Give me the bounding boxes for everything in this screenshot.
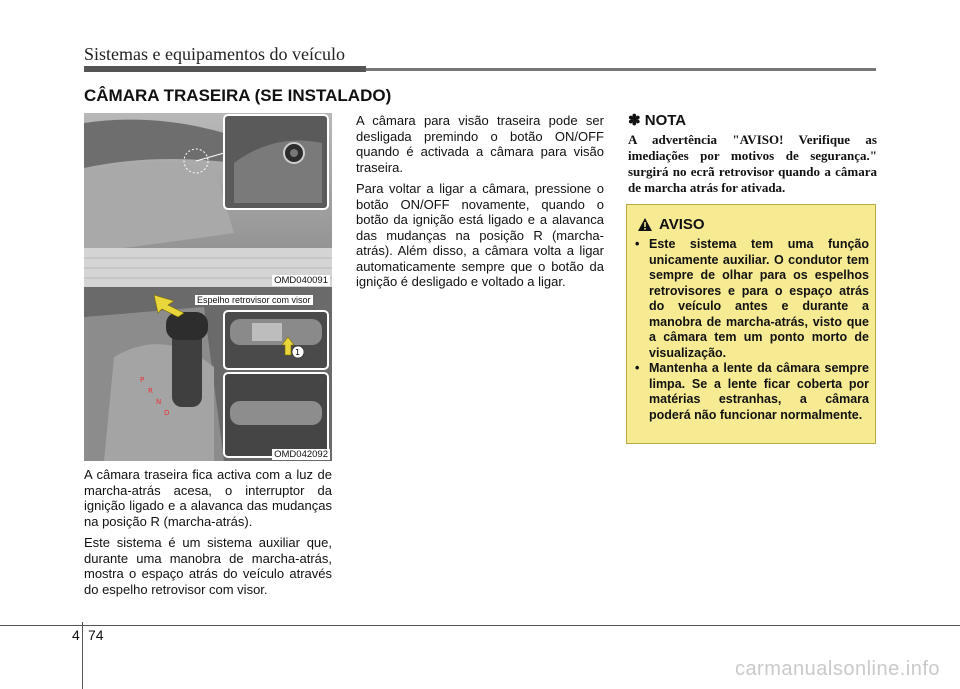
page-number: 74 <box>88 627 104 643</box>
rear-camera-illustration <box>84 113 332 287</box>
mirror-callout: Espelho retrovisor com visor <box>197 295 311 305</box>
gear-mirror-photo <box>84 287 332 461</box>
warning-icon <box>637 217 653 232</box>
col2-paragraph-1: A câmara para visão traseira pode ser desligada premindo o botão ON/OFF quando é activada a câmara para visão traseira. <box>356 113 604 175</box>
section-title: CÂMARA TRASEIRA (SE INSTALADO) <box>84 86 392 105</box>
warning-box <box>626 204 876 444</box>
header-rule-accent <box>84 66 366 72</box>
nota-heading <box>628 111 686 129</box>
warning-list <box>635 237 869 423</box>
footer-rule <box>0 625 960 626</box>
svg-text:R: R <box>148 387 153 395</box>
nota-text: A advertência "AVISO! Verifique as imediações por motivos de segurança." surgirá no ecrã retrovisor quando a câmara de marcha atrás for ativada. <box>628 132 877 195</box>
warning-item: • Mantenha a lente da câmara sempre limpa. Se a lente ficar coberta por matérias estranhas, a câmara poderá não funcionar normalmente. <box>635 361 869 423</box>
column-2 <box>356 113 604 290</box>
warning-heading <box>637 216 705 233</box>
warning-title: AVISO <box>659 216 705 233</box>
nota-symbol: ✽ <box>628 112 641 129</box>
col2-paragraph-2: Para voltar a ligar a câmara, pressione o botão ON/OFF novamente, quando o botão da ignição está ligado e a alavanca das mudanças na posição R (marcha-atrás). Além disso, a câmara volta a ligar automaticamente sempre que o botão da ignição é desligado e voltado a ligar. <box>356 181 604 289</box>
col1-paragraph-2: Este sistema é um sistema auxiliar que, durante uma manobra de marcha-atrás, mostra o espaço atrás do veículo através do espelho retrovisor com visor. <box>84 535 332 597</box>
gear-mirror-illustration <box>84 287 332 461</box>
chapter-number: 4 <box>72 627 80 643</box>
column-1 <box>84 467 332 597</box>
svg-text:N: N <box>156 398 162 406</box>
rear-camera-photo <box>84 113 332 287</box>
figure-code-bottom: OMD042092 <box>274 449 328 460</box>
warning-item: • Este sistema tem uma função unicamente auxiliar. O condutor tem sempre de olhar para os espelhos retrovisores e para o espaço atrás do veículo antes e durante a manobra de marcha-atrás, visto que a câmara tem um ponto morto de visualização. <box>635 237 869 361</box>
figure-code-top: OMD040091 <box>274 275 328 286</box>
svg-text:D: D <box>164 409 170 417</box>
header-title: Sistemas e equipamentos do veículo <box>84 44 345 64</box>
watermark: carmanualsonline.info <box>734 658 940 680</box>
footer-divider <box>82 622 83 689</box>
nota-title: NOTA <box>644 112 687 129</box>
mirror-marker: 1 <box>295 348 301 357</box>
col1-paragraph-1: A câmara traseira fica activa com a luz de marcha-atrás acesa, o interruptor da ignição ligado e a alavanca das mudanças na posição R (marcha-atrás). <box>84 467 332 529</box>
svg-text:P: P <box>140 376 145 384</box>
